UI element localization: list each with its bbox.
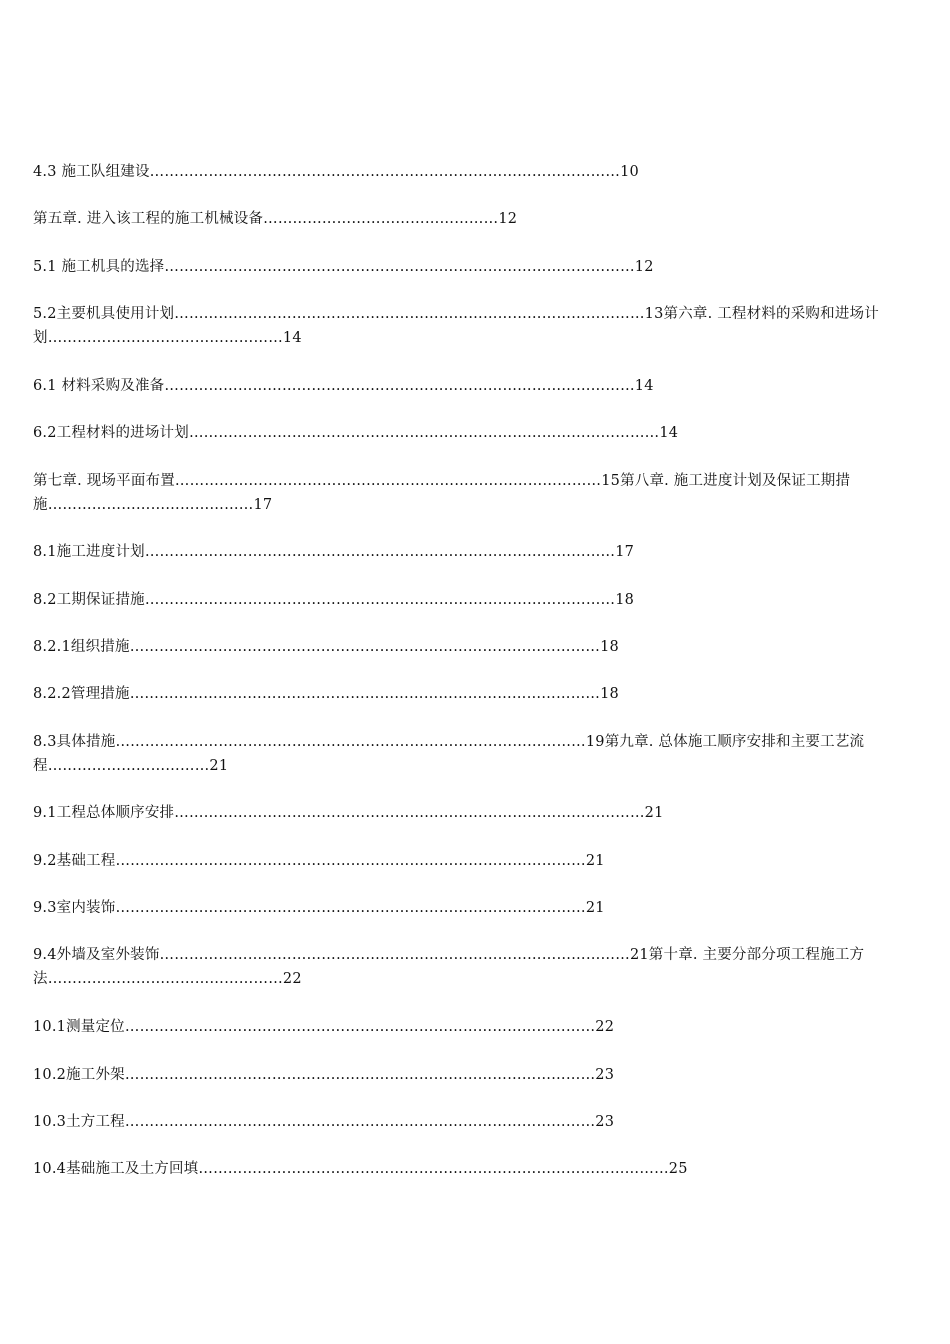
toc-entry: 4.3 施工队组建设……………………………………………………………………………………10 — [33, 164, 639, 180]
toc-entry: 5.1 施工机具的选择……………………………………………………………………………………12 — [33, 259, 654, 275]
toc-entry: 9.2基础工程……………………………………………………………………………………21 — [33, 853, 605, 869]
toc-entry: 6.1 材料采购及准备……………………………………………………………………………………14 — [33, 378, 654, 394]
toc-entry: 6.2工程材料的进场计划……………………………………………………………………………………14 — [33, 425, 679, 441]
toc-entry: 8.2工期保证措施……………………………………………………………………………………18 — [33, 592, 635, 608]
toc-entry: 10.3土方工程……………………………………………………………………………………23 — [33, 1114, 615, 1130]
toc-entry: 10.1测量定位……………………………………………………………………………………22 — [33, 1019, 615, 1035]
toc-entry: 第七章. 现场平面布置……………………………………………………………………………15第八章. 施工进度计划及保证工期措施……………………………………17 — [33, 473, 851, 513]
toc-entry: 第五章. 进入该工程的施工机械设备…………………………………………12 — [33, 211, 518, 227]
toc-entry: 9.1工程总体顺序安排……………………………………………………………………………………21 — [33, 805, 664, 821]
toc-entry: 10.4基础施工及土方回填……………………………………………………………………………………25 — [33, 1161, 688, 1177]
toc-entry: 8.1施工进度计划……………………………………………………………………………………17 — [33, 544, 635, 560]
toc-entry: 8.2.1组织措施……………………………………………………………………………………18 — [33, 639, 619, 655]
toc-entry: 9.4外墙及室外装饰……………………………………………………………………………………21第十章. 主要分部分项工程施工方法…………………………………………22 — [33, 947, 865, 987]
toc-entry: 5.2主要机具使用计划……………………………………………………………………………………13第六章. 工程材料的采购和进场计划…………………………………………14 — [33, 306, 879, 346]
toc-entry: 8.3具体措施……………………………………………………………………………………19第九章. 总体施工顺序安排和主要工艺流程……………………………21 — [33, 734, 865, 774]
toc-entry: 10.2施工外架……………………………………………………………………………………23 — [33, 1067, 615, 1083]
toc-entry: 8.2.2管理措施……………………………………………………………………………………18 — [33, 686, 619, 702]
toc-entry: 9.3室内装饰……………………………………………………………………………………21 — [33, 900, 605, 916]
